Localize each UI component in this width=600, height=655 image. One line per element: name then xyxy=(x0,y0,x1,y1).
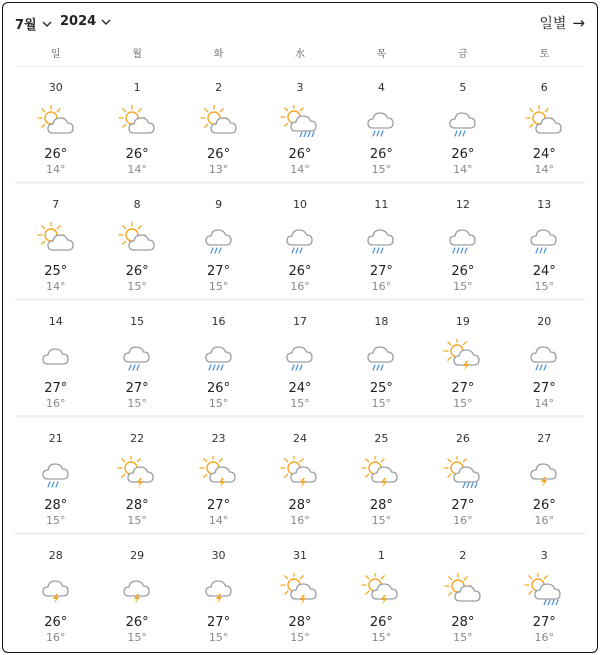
day-date: 1 xyxy=(133,81,141,94)
low-temp: 15° xyxy=(453,280,473,293)
day-cell[interactable] xyxy=(178,418,259,532)
day-date: 26 xyxy=(455,432,470,445)
day-date: 27 xyxy=(537,432,552,445)
high-temp: 26° xyxy=(44,147,68,162)
low-temp: 15° xyxy=(127,280,147,293)
rain-icon xyxy=(361,105,401,137)
day-cell[interactable] xyxy=(178,67,259,181)
month-selector[interactable] xyxy=(15,14,53,33)
weekday-label: 水 xyxy=(294,49,305,60)
day-date: 31 xyxy=(292,549,307,562)
day-date: 8 xyxy=(133,198,141,211)
high-temp: 27° xyxy=(207,498,231,513)
day-date: 17 xyxy=(292,315,307,328)
low-temp: 15° xyxy=(290,397,310,410)
day-date: 12 xyxy=(455,198,470,211)
high-temp: 27° xyxy=(532,381,556,396)
high-temp: 26° xyxy=(125,147,149,162)
high-temp: 25° xyxy=(369,381,393,396)
day-cell[interactable] xyxy=(341,535,422,652)
low-temp: 15° xyxy=(208,397,229,410)
weekday-label: 월 xyxy=(132,49,142,60)
rain-icon xyxy=(280,339,320,371)
sun-thunder-icon xyxy=(199,456,239,488)
thunder-icon xyxy=(199,573,239,605)
day-cell[interactable] xyxy=(504,535,585,652)
day-date: 16 xyxy=(211,315,226,328)
day-date: 30 xyxy=(48,81,63,94)
day-date: 5 xyxy=(459,81,467,94)
year-selector[interactable] xyxy=(60,14,112,29)
low-temp: 14° xyxy=(127,163,147,176)
thunder-icon xyxy=(524,456,564,488)
low-temp: 15° xyxy=(208,631,229,644)
heavy-rain-icon xyxy=(199,339,239,371)
weekday-label: 토 xyxy=(539,49,550,60)
day-date: 14 xyxy=(48,315,63,328)
high-temp: 26° xyxy=(207,147,231,162)
month-label: 7월 xyxy=(15,18,37,33)
partly-cloudy-icon xyxy=(199,105,239,137)
high-temp: 26° xyxy=(288,264,312,279)
day-date: 3 xyxy=(296,81,304,94)
rain-icon xyxy=(361,339,401,371)
low-temp: 15° xyxy=(453,631,473,644)
thunder-icon xyxy=(117,573,157,605)
sun-thunder-icon xyxy=(117,456,157,488)
day-cell[interactable] xyxy=(341,184,422,298)
day-date: 15 xyxy=(130,315,145,328)
day-cell[interactable] xyxy=(259,184,340,298)
rain-icon xyxy=(199,222,239,254)
high-temp: 25° xyxy=(44,264,68,279)
weekday-label: 일 xyxy=(50,49,61,60)
day-cell[interactable] xyxy=(259,301,340,415)
arrow-right-icon: → xyxy=(572,14,585,32)
day-date: 29 xyxy=(130,549,145,562)
daily-view-link[interactable] xyxy=(539,13,585,33)
low-temp: 14° xyxy=(45,280,66,293)
high-temp: 27° xyxy=(207,264,231,279)
sun-thunder-icon xyxy=(280,456,320,488)
thunder-icon xyxy=(36,573,76,605)
high-temp: 24° xyxy=(532,264,556,279)
week-row xyxy=(15,67,585,184)
sun-rain-icon xyxy=(280,105,320,137)
rain-icon xyxy=(280,222,320,254)
partly-cloudy-icon xyxy=(117,222,157,254)
weekday-label: 금 xyxy=(458,49,468,60)
day-cell[interactable] xyxy=(15,301,96,415)
day-date: 4 xyxy=(377,81,385,94)
day-cell[interactable] xyxy=(422,184,503,298)
high-temp: 27° xyxy=(369,264,393,279)
low-temp: 15° xyxy=(127,514,147,527)
low-temp: 16° xyxy=(534,631,555,644)
high-temp: 26° xyxy=(451,264,475,279)
low-temp: 16° xyxy=(290,280,310,293)
day-cell[interactable] xyxy=(96,535,177,652)
day-cell[interactable] xyxy=(504,67,585,181)
year-label: 2024 xyxy=(60,14,97,29)
day-date: 13 xyxy=(537,198,552,211)
rain-icon xyxy=(524,222,564,254)
low-temp: 16° xyxy=(45,631,66,644)
low-temp: 14° xyxy=(208,514,229,527)
high-temp: 28° xyxy=(451,615,475,630)
day-cell[interactable] xyxy=(422,418,503,532)
partly-cloudy-icon xyxy=(524,105,564,137)
low-temp: 16° xyxy=(371,280,392,293)
high-temp: 27° xyxy=(451,381,475,396)
low-temp: 14° xyxy=(534,397,555,410)
partly-cloudy-icon xyxy=(117,105,157,137)
day-date: 1 xyxy=(377,549,385,562)
low-temp: 14° xyxy=(290,163,310,176)
day-cell[interactable] xyxy=(341,418,422,532)
day-date: 3 xyxy=(540,549,548,562)
day-date: 20 xyxy=(537,315,552,328)
calendar-grid xyxy=(15,67,585,652)
chevron-down-icon xyxy=(100,16,112,28)
high-temp: 26° xyxy=(369,615,393,630)
day-cell[interactable] xyxy=(341,67,422,181)
low-temp: 15° xyxy=(127,631,147,644)
day-date: 30 xyxy=(211,549,226,562)
low-temp: 16° xyxy=(45,397,66,410)
day-cell[interactable] xyxy=(96,67,177,181)
weekday-label: 화 xyxy=(213,49,224,60)
day-date: 21 xyxy=(48,432,63,445)
low-temp: 16° xyxy=(290,514,310,527)
high-temp: 26° xyxy=(44,615,68,630)
high-temp: 28° xyxy=(125,498,149,513)
high-temp: 26° xyxy=(369,147,393,162)
day-cell[interactable] xyxy=(15,184,96,298)
day-date: 28 xyxy=(48,549,63,562)
day-cell[interactable] xyxy=(178,301,259,415)
weather-calendar xyxy=(2,2,598,653)
high-temp: 26° xyxy=(451,147,475,162)
week-row xyxy=(15,184,585,301)
day-date: 9 xyxy=(215,198,223,211)
high-temp: 27° xyxy=(44,381,68,396)
low-temp: 15° xyxy=(45,514,66,527)
partly-cloudy-icon xyxy=(36,105,76,137)
week-row xyxy=(15,301,585,418)
high-temp: 27° xyxy=(532,615,556,630)
weekday-header xyxy=(15,45,585,67)
heavy-rain-icon xyxy=(443,222,483,254)
day-cell[interactable] xyxy=(178,184,259,298)
high-temp: 26° xyxy=(532,498,556,513)
day-date: 2 xyxy=(215,81,223,94)
sun-rain-icon xyxy=(524,573,564,605)
low-temp: 15° xyxy=(453,397,473,410)
high-temp: 28° xyxy=(369,498,393,513)
low-temp: 14° xyxy=(45,163,66,176)
low-temp: 15° xyxy=(127,397,147,410)
sun-rain-icon xyxy=(443,456,483,488)
day-date: 25 xyxy=(374,432,389,445)
low-temp: 15° xyxy=(290,631,310,644)
day-cell[interactable] xyxy=(422,67,503,181)
high-temp: 24° xyxy=(288,381,312,396)
day-cell[interactable] xyxy=(96,184,177,298)
high-temp: 26° xyxy=(207,381,231,396)
low-temp: 13° xyxy=(208,163,229,176)
day-cell[interactable] xyxy=(504,301,585,415)
day-cell[interactable] xyxy=(259,535,340,652)
high-temp: 27° xyxy=(125,381,149,396)
sun-thunder-icon xyxy=(280,573,320,605)
low-temp: 15° xyxy=(371,631,392,644)
partly-cloudy-icon xyxy=(36,222,76,254)
sun-thunder-icon xyxy=(443,339,483,371)
high-temp: 26° xyxy=(288,147,312,162)
low-temp: 15° xyxy=(208,280,229,293)
calendar-header xyxy=(3,3,597,43)
day-cell[interactable] xyxy=(96,301,177,415)
chevron-down-icon xyxy=(41,18,53,30)
rain-icon xyxy=(117,339,157,371)
high-temp: 28° xyxy=(44,498,68,513)
low-temp: 15° xyxy=(371,397,392,410)
rain-icon xyxy=(524,339,564,371)
sun-thunder-icon xyxy=(361,456,401,488)
high-temp: 28° xyxy=(288,498,312,513)
high-temp: 27° xyxy=(207,615,231,630)
high-temp: 27° xyxy=(451,498,475,513)
day-date: 18 xyxy=(374,315,389,328)
day-date: 11 xyxy=(374,198,389,211)
rain-icon xyxy=(361,222,401,254)
week-row xyxy=(15,535,585,652)
day-cell[interactable] xyxy=(178,535,259,652)
day-cell[interactable] xyxy=(422,535,503,652)
day-date: 6 xyxy=(540,81,548,94)
high-temp: 26° xyxy=(125,264,149,279)
day-date: 2 xyxy=(459,549,467,562)
day-date: 23 xyxy=(211,432,226,445)
day-cell[interactable] xyxy=(504,184,585,298)
day-date: 22 xyxy=(130,432,145,445)
day-cell[interactable] xyxy=(15,67,96,181)
rain-icon xyxy=(36,456,76,488)
day-date: 24 xyxy=(292,432,307,445)
cloud-icon xyxy=(36,339,76,371)
low-temp: 14° xyxy=(534,163,555,176)
day-cell[interactable] xyxy=(96,418,177,532)
day-cell[interactable] xyxy=(259,418,340,532)
day-cell[interactable] xyxy=(15,535,96,652)
day-date: 10 xyxy=(292,198,307,211)
weekday-label: 목 xyxy=(376,49,387,60)
low-temp: 16° xyxy=(534,514,555,527)
day-cell[interactable] xyxy=(422,301,503,415)
low-temp: 15° xyxy=(371,514,392,527)
day-date: 7 xyxy=(52,198,60,211)
day-cell[interactable] xyxy=(259,67,340,181)
week-row xyxy=(15,418,585,535)
low-temp: 15° xyxy=(534,280,555,293)
day-cell[interactable] xyxy=(341,301,422,415)
daily-view-label: 일별 xyxy=(539,16,567,32)
sun-thunder-icon xyxy=(361,573,401,605)
day-date: 19 xyxy=(455,315,470,328)
high-temp: 26° xyxy=(125,615,149,630)
rain-icon xyxy=(443,105,483,137)
day-cell[interactable] xyxy=(504,418,585,532)
low-temp: 14° xyxy=(453,163,473,176)
high-temp: 28° xyxy=(288,615,312,630)
low-temp: 15° xyxy=(371,163,392,176)
high-temp: 24° xyxy=(532,147,556,162)
low-temp: 16° xyxy=(453,514,473,527)
partly-cloudy-icon xyxy=(443,573,483,605)
day-cell[interactable] xyxy=(15,418,96,532)
